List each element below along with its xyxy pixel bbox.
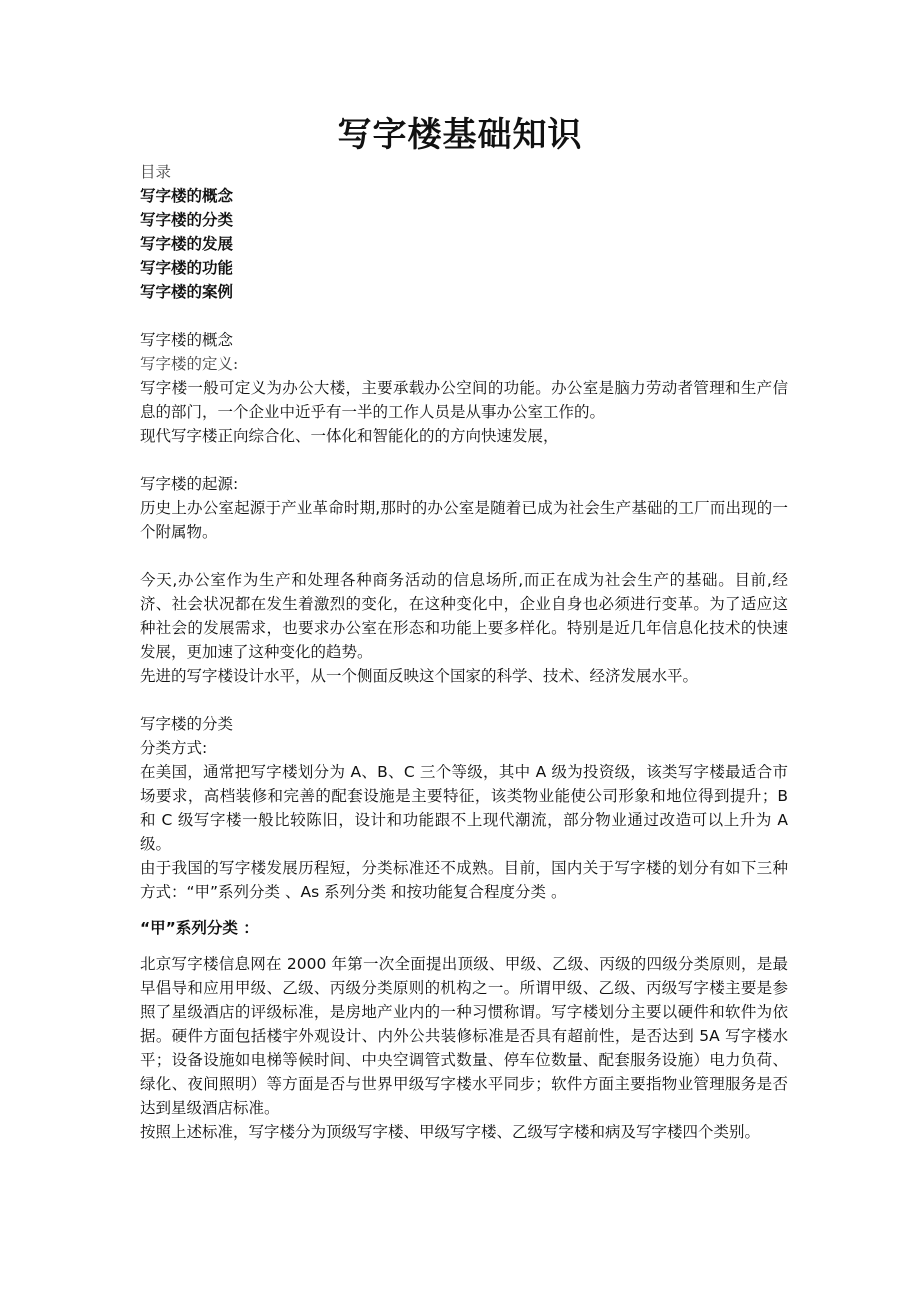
subheading-jia-series: “甲”系列分类 ： — [140, 919, 259, 937]
paragraph-origin-today: 今天,办公室作为生产和处理各种商务活动的信息场所,而正在成为社会生产的基础。目前,经济、社会状况都在发生着激烈的变化，在这种变化中，企业自身也必须进行变革。为了适应这种社会的发展需求，也要求办公室在形态和功能上要多样化。特别是近几年信息化技术的快速发展，更加速了这种变化的趋势。 — [140, 571, 788, 661]
paragraph-us-classification: 在美国，通常把写字楼划分为 A、B、C 三个等级，其中 A 级为投资级，该类写字楼最适合市场要求，高档装修和完善的配套设施是主要特征，该类物业能使公司形象和地位得到提升；B 和 C 级写字楼一般比较陈旧，设计和功能跟不上现代潮流，部分物业通过改造可以上升为 A 级。 — [140, 763, 788, 853]
paragraph-origin-history: 历史上办公室起源于产业革命时期,那时的办公室是随着已成为社会生产基础的工厂而出现的一个附属物。 — [140, 499, 788, 541]
subheading-origin: 写字楼的起源: — [140, 475, 239, 493]
section-heading-concept: 写字楼的概念 — [140, 331, 234, 349]
toc-item-development: 写字楼的发展 — [140, 235, 234, 253]
toc-item-concept: 写字楼的概念 — [140, 187, 234, 205]
document-body — [140, 160, 788, 1144]
paragraph-four-categories: 按照上述标准，写字楼分为顶级写字楼、甲级写字楼、乙级写字楼和病及写字楼四个类别。 — [140, 1123, 761, 1141]
toc-item-function: 写字楼的功能 — [140, 259, 234, 277]
subheading-method: 分类方式: — [140, 739, 208, 757]
paragraph-design-level: 先进的写字楼设计水平，从一个侧面反映这个国家的科学、技术、经济发展水平。 — [140, 667, 699, 685]
subheading-definition: 写字楼的定义: — [140, 355, 239, 373]
section-heading-classification: 写字楼的分类 — [140, 715, 234, 733]
paragraph-jia-series: 北京写字楼信息网在 2000 年第一次全面提出顶级、甲级、乙级、丙级的四级分类原则，是最早倡导和应用甲级、乙级、丙级分类原则的机构之一。所谓甲级、乙级、丙级写字楼主要是参照了星级酒店的评级标准，是房地产业内的一种习惯称谓。写字楼划分主要以硬件和软件为依据。硬件方面包括楼宇外观设计、内外公共装修标准是否具有超前性，是否达到 5A 写字楼水平；设备设施如电梯等候时间、中央空调管式数量、停车位数量、配套服务设施）电力负荷、绿化、夜间照明）等方面是否与世界甲级写字楼水平同步；软件方面主要指物业管理服务是否达到星级酒店标准。 — [140, 955, 788, 1117]
paragraph-modern-trend: 现代写字楼正向综合化、一体化和智能化的的方向快速发展， — [140, 427, 559, 445]
paragraph-definition: 写字楼一般可定义为办公大楼，主要承载办公空间的功能。办公室是脑力劳动者管理和生产信息的部门，一个企业中近乎有一半的工作人员是从事办公室工作的。 — [140, 379, 788, 421]
paragraph-china-classification: 由于我国的写字楼发展历程短，分类标准还不成熟。目前，国内关于写字楼的划分有如下三种方式：“甲”系列分类 、As 系列分类 和按功能复合程度分类 。 — [140, 859, 788, 901]
document-title: 写字楼基础知识 — [337, 115, 583, 155]
toc-item-cases: 写字楼的案例 — [140, 283, 234, 301]
toc-item-classification: 写字楼的分类 — [140, 211, 234, 229]
toc-heading: 目录 — [140, 163, 172, 181]
